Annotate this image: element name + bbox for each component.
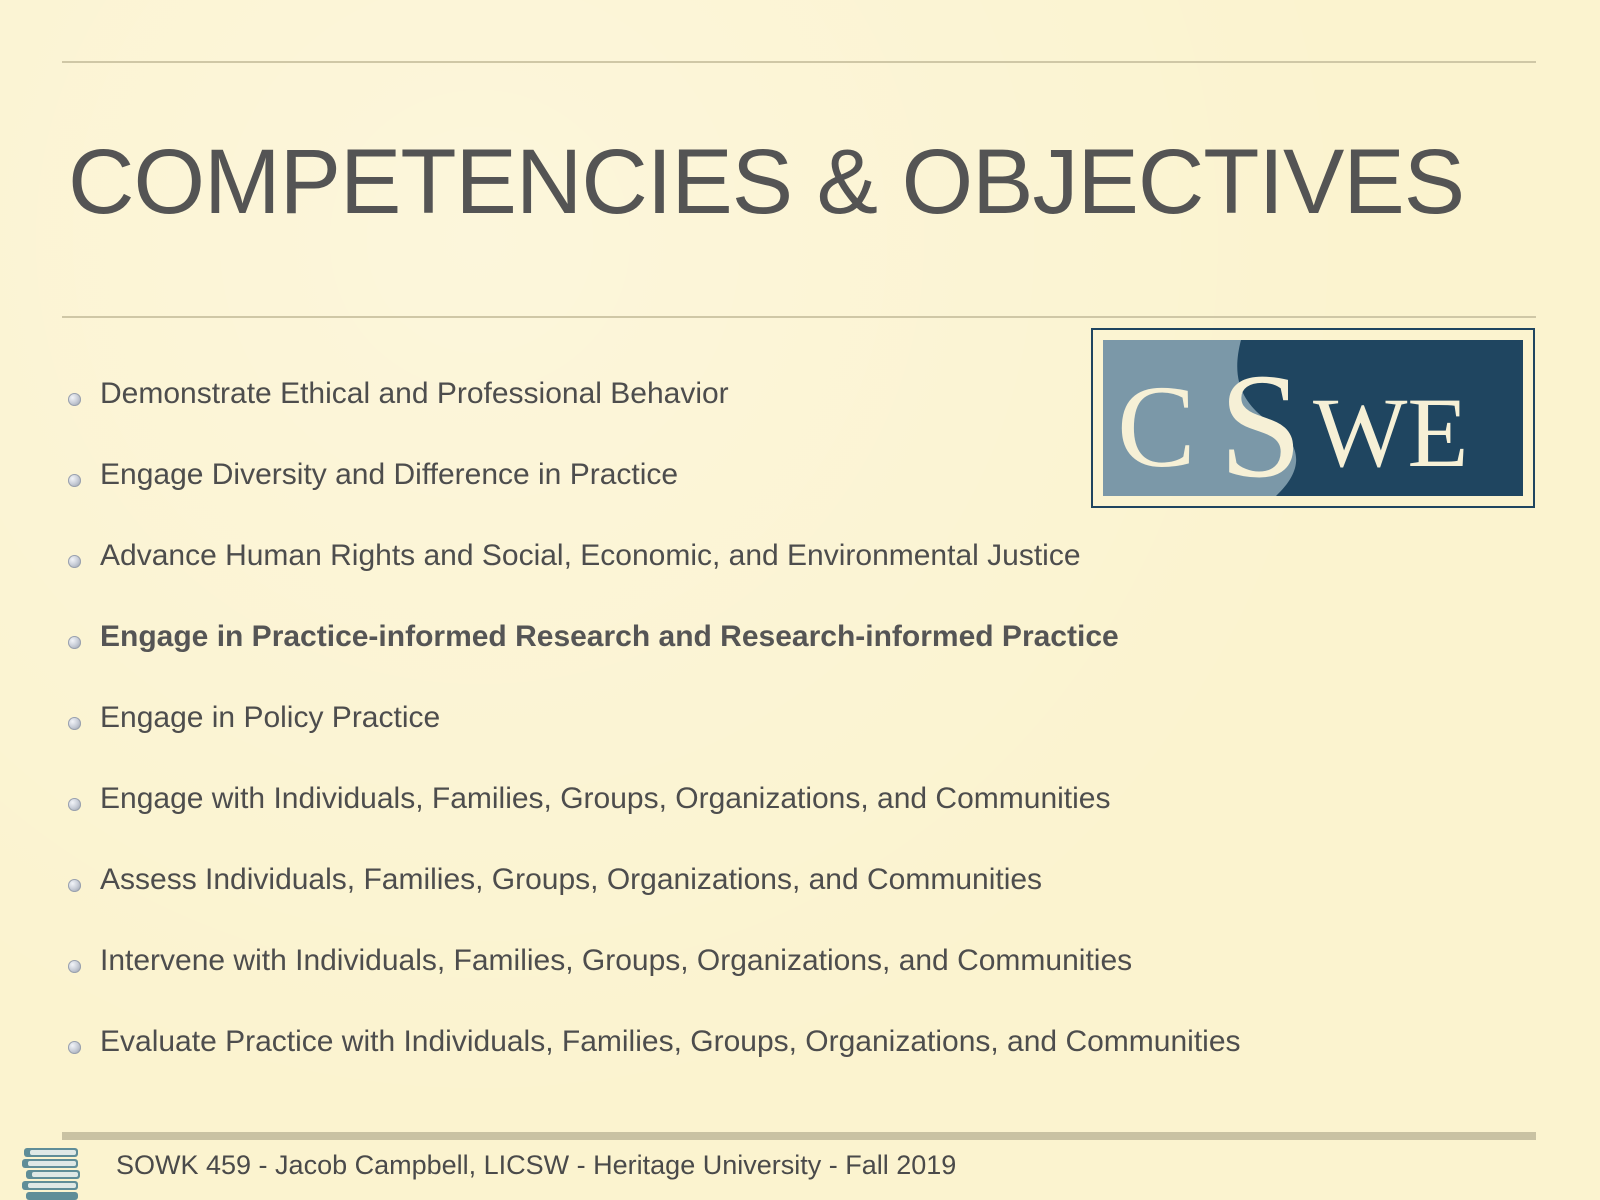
list-item <box>68 615 1241 696</box>
footer-text: SOWK 459 - Jacob Campbell, LICSW - Heritage University - Fall 2019 <box>116 1150 957 1180</box>
list-item <box>68 858 1241 939</box>
footer-divider <box>62 1132 1536 1140</box>
list-item <box>68 777 1241 858</box>
list-item <box>68 939 1241 1020</box>
competency-list <box>68 372 1241 1101</box>
competency-label: Demonstrate Ethical and Professional Behavior <box>100 377 729 410</box>
bullet-icon <box>68 798 81 811</box>
svg-text:WE: WE <box>1313 377 1469 488</box>
competency-label-emphasized: Engage in Practice-informed Research and Research-informed Practice <box>100 620 1119 653</box>
competency-label: Engage with Individuals, Families, Groups, Organizations, and Communities <box>100 782 1111 815</box>
list-item <box>68 372 1241 453</box>
bullet-icon <box>68 474 81 487</box>
bullet-icon <box>68 393 81 406</box>
bullet-icon <box>68 879 81 892</box>
competency-label: Evaluate Practice with Individuals, Families, Groups, Organizations, and Communities <box>100 1025 1241 1058</box>
bullet-icon <box>68 1041 81 1054</box>
list-item <box>68 1020 1241 1101</box>
competency-label: Advance Human Rights and Social, Economic, and Environmental Justice <box>100 539 1081 572</box>
competency-label: Assess Individuals, Families, Groups, Organizations, and Communities <box>100 863 1043 896</box>
bullet-icon <box>68 717 81 730</box>
svg-text:C: C <box>1117 361 1196 492</box>
list-item <box>68 696 1241 777</box>
bullet-icon <box>68 636 81 649</box>
top-divider <box>62 61 1536 63</box>
slide-title: COMPETENCIES & OBJECTIVES <box>68 131 1465 233</box>
books-stack-icon <box>20 1146 84 1200</box>
bullet-icon <box>68 555 81 568</box>
svg-text:S: S <box>1219 343 1303 508</box>
competency-label: Engage Diversity and Difference in Practice <box>100 458 679 491</box>
list-item <box>68 453 1241 534</box>
bullet-icon <box>68 960 81 973</box>
competency-label: Intervene with Individuals, Families, Groups, Organizations, and Communities <box>100 944 1133 977</box>
competency-label: Engage in Policy Practice <box>100 701 441 734</box>
list-item <box>68 534 1241 615</box>
title-divider <box>62 316 1536 318</box>
